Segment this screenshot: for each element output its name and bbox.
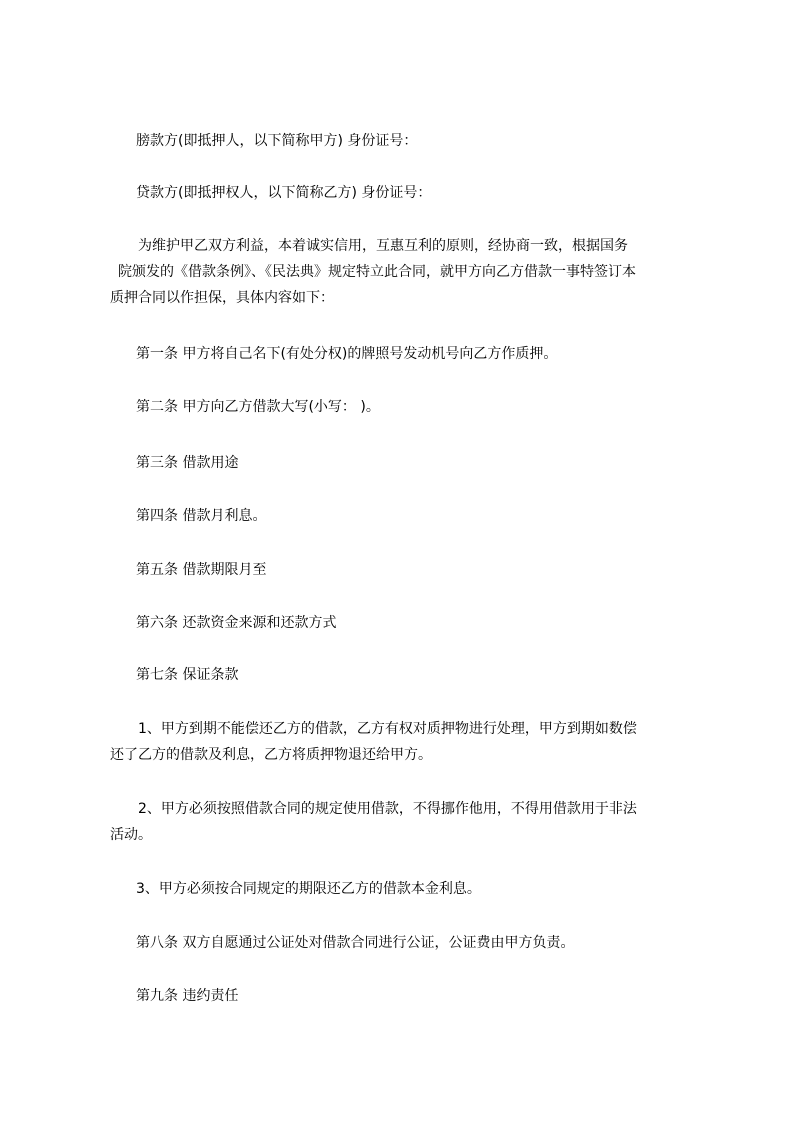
party-b-text: 贷款方(即抵押权人，以下简称乙方) 身份证号：	[136, 185, 432, 201]
clause-2-line-1: 2、甲方必须按照借款合同的规定使用借款，不得挪作他用，不得用借款用于非法	[138, 801, 637, 817]
article-1	[110, 341, 670, 367]
preamble-line-1: 为维护甲乙双方利益，本着诚实信用，互惠互利的原则，经协商一致，根据国务	[138, 238, 628, 254]
article-8-text: 第八条 双方自愿通过公证处对借款合同进行公证，公证费由甲方负责。	[136, 935, 575, 951]
article-3-text: 第三条 借款用途	[136, 455, 239, 471]
article-7	[110, 662, 670, 688]
article-2	[110, 394, 670, 420]
article-9-text: 第九条 违约责任	[136, 988, 239, 1004]
article-7-text: 第七条 保证条款	[136, 667, 239, 683]
article-8	[110, 930, 670, 956]
article-3	[110, 450, 670, 476]
party-a-line	[110, 128, 670, 154]
preamble-paragraph	[110, 233, 670, 311]
clause-1-paragraph	[110, 716, 670, 768]
article-1-text: 第一条 甲方将自己名下(有处分权)的牌照号发动机号向乙方作质押。	[136, 346, 558, 362]
article-9	[110, 983, 670, 1009]
article-4	[110, 503, 670, 529]
clause-1-line-1: 1、甲方到期不能偿还乙方的借款，乙方有权对质押物进行处理，甲方到期如数偿	[138, 721, 637, 737]
preamble-line-3: 质押合同以作担保，具体内容如下：	[110, 290, 334, 306]
article-4-text: 第四条 借款月利息。	[136, 508, 267, 524]
article-5-text: 第五条 借款期限月至	[136, 562, 267, 578]
clause-2-line-2: 活动。	[110, 827, 152, 843]
clause-3-text: 3、甲方必须按合同规定的期限还乙方的借款本金利息。	[136, 881, 481, 897]
article-6	[110, 610, 670, 636]
article-6-text: 第六条 还款资金来源和还款方式	[136, 615, 337, 631]
clause-1-line-2: 还了乙方的借款及利息，乙方将质押物退还给甲方。	[110, 747, 432, 763]
article-2-text: 第二条 甲方向乙方借款大写(小写： )。	[136, 399, 380, 415]
clause-3-paragraph	[110, 876, 670, 902]
preamble-line-2: 院颁发的《借款条例》、《民法典》规定特立此合同，就甲方向乙方借款一事特签订本	[118, 264, 636, 280]
party-a-text: 膀款方(即抵押人，以下简称甲方) 身份证号：	[136, 133, 418, 149]
party-b-line	[110, 180, 670, 206]
clause-2-paragraph	[110, 796, 670, 848]
article-5	[110, 557, 670, 583]
